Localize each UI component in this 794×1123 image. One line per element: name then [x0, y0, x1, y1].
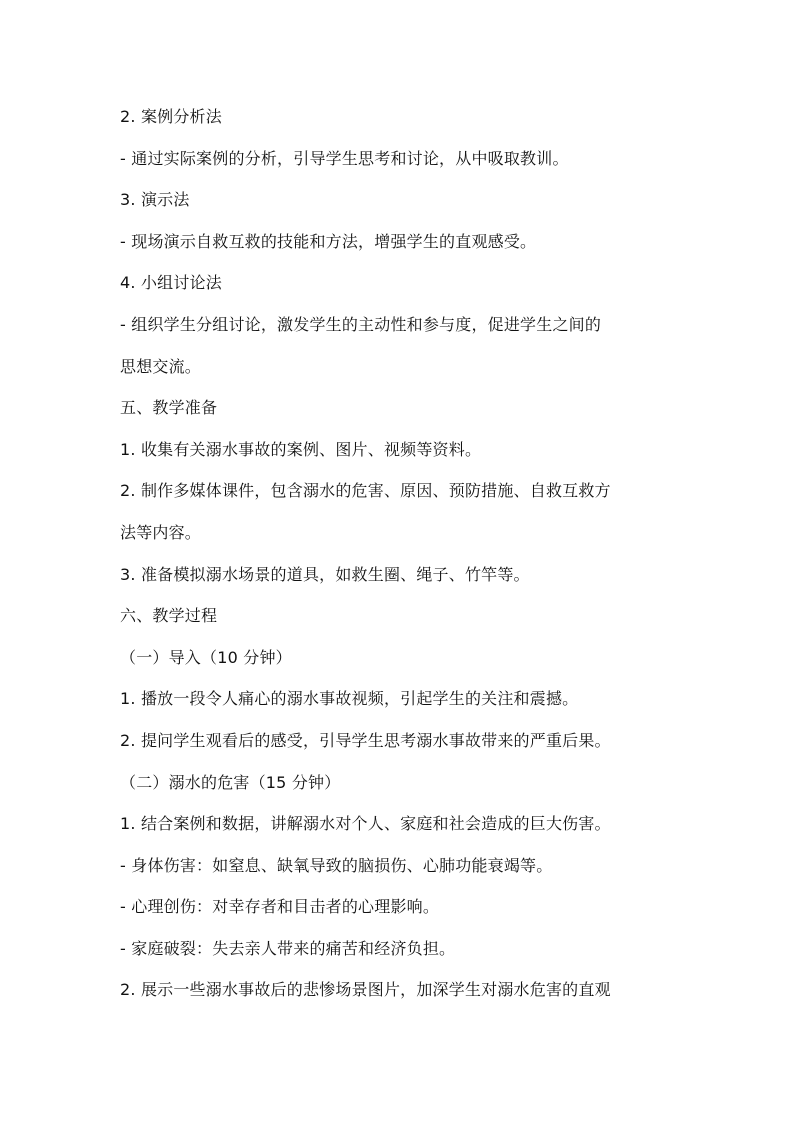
list-item-intro-1: 1. 播放一段令人痛心的溺水事故视频，引起学生的关注和震撼。 [120, 689, 579, 709]
list-item-intro-2: 2. 提问学生观看后的感受，引导学生思考溺水事故带来的严重后果。 [120, 730, 611, 750]
section-heading-teaching-preparation: 五、教学准备 [120, 398, 218, 418]
heading-case-analysis-method: 2. 案例分析法 [120, 107, 222, 126]
paragraph-group-discussion-detail-cont: 思想交流。 [120, 356, 202, 376]
document-body [120, 96, 680, 1011]
subheading-introduction: （一）导入（10 分钟） [120, 647, 292, 667]
paragraph-case-analysis-detail: - 通过实际案例的分析，引导学生思考和讨论，从中吸取教训。 [120, 148, 569, 168]
list-item-hazards-2: 2. 展示一些溺水事故后的悲惨场景图片，加深学生对溺水危害的直观 [120, 980, 611, 1000]
list-item-prep-1: 1. 收集有关溺水事故的案例、图片、视频等资料。 [120, 439, 482, 459]
paragraph-group-discussion-detail: - 组织学生分组讨论，激发学生的主动性和参与度，促进学生之间的 [120, 314, 602, 334]
paragraph-demonstration-detail: - 现场演示自救互救的技能和方法，增强学生的直观感受。 [120, 231, 537, 251]
list-item-prep-2: 2. 制作多媒体课件，包含溺水的危害、原因、预防措施、自救互救方 [120, 481, 611, 501]
heading-group-discussion-method: 4. 小组讨论法 [120, 273, 222, 293]
list-item-physical-harm: - 身体伤害：如窒息、缺氧导致的脑损伤、心肺功能衰竭等。 [120, 855, 553, 875]
list-item-psychological-trauma: - 心理创伤：对幸存者和目击者的心理影响。 [120, 897, 440, 917]
section-heading-teaching-process: 六、教学过程 [120, 606, 218, 626]
list-item-hazards-1: 1. 结合案例和数据，讲解溺水对个人、家庭和社会造成的巨大伤害。 [120, 814, 611, 834]
subheading-drowning-hazards: （二）溺水的危害（15 分钟） [120, 772, 341, 792]
list-item-prep-3: 3. 准备模拟溺水场景的道具，如救生圈、绳子、竹竿等。 [120, 564, 530, 584]
heading-demonstration-method: 3. 演示法 [120, 190, 190, 210]
list-item-prep-2-cont: 法等内容。 [120, 522, 202, 542]
list-item-family-breakdown: - 家庭破裂：失去亲人带来的痛苦和经济负担。 [120, 938, 456, 958]
